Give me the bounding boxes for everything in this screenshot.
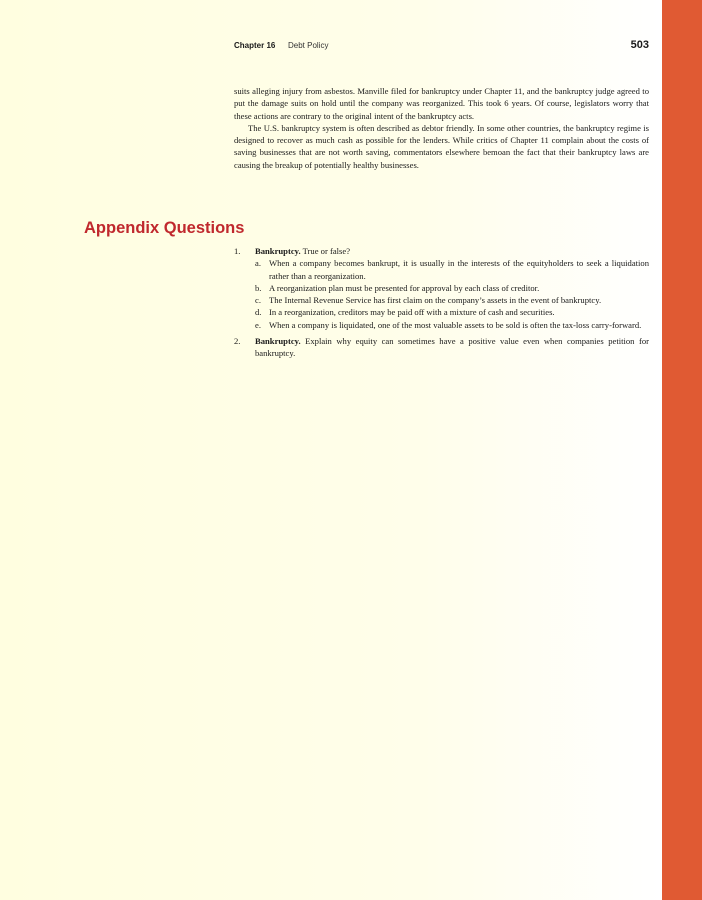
question-prompt: Explain why equity can sometimes have a positive value even when companies petition for bankruptcy.: [255, 336, 649, 359]
sub-question-text: When a company becomes bankrupt, it is usually in the interests of the equityholders to seek a liquidation rather than a reorganization.: [269, 258, 649, 281]
question-stem: [255, 335, 649, 360]
question-2: [234, 335, 649, 360]
body-paragraph-1: suits alleging injury from asbestos. Manville filed for bankruptcy under Chapter 11, and the bankruptcy judge agreed to put the damage suits on hold until the company was reorganized. This took 6 years. Of course, legislators worry that these actions are contrary to the original intent of the bankruptcy acts.: [234, 86, 649, 121]
sub-question-a: [255, 257, 649, 282]
section-label: Debt Policy: [288, 41, 329, 50]
sub-question-d: [255, 306, 649, 318]
question-stem: [255, 245, 649, 257]
question-prompt: True or false?: [302, 246, 351, 256]
sub-question-letter: b.: [255, 282, 262, 293]
sub-question-text: The Internal Revenue Service has first claim on the company’s assets in the event of bankruptcy.: [269, 295, 602, 306]
appendix-heading: Appendix Questions: [84, 219, 245, 237]
sub-question-text: A reorganization plan must be presented for approval by each class of creditor.: [269, 282, 540, 293]
sub-question-b: [255, 282, 649, 294]
running-head: [234, 41, 649, 53]
question-title: Bankruptcy.: [255, 246, 301, 256]
question-number: 1.: [234, 246, 241, 256]
body-paragraph-2: The U.S. bankruptcy system is often described as debtor friendly. In some other countries, the bankruptcy regime is designed to recover as much cash as possible for the lenders. While critics of Chapter 11 complain about the costs of saving businesses that are not worth saving, commentators elsewhere bemoan the fact that their bankruptcy laws are causing the breakup of potentially healthy businesses.: [234, 122, 649, 170]
sub-question-text: When a company is liquidated, one of the most valuable assets to be sold is often the tax-loss carry-forward.: [269, 319, 642, 330]
question-1: [234, 245, 649, 331]
sub-question-letter: d.: [255, 307, 262, 318]
page-number: 503: [630, 39, 649, 51]
question-title: Bankruptcy.: [255, 336, 301, 347]
sub-question-e: [255, 319, 649, 331]
chapter-label: Chapter 16: [234, 41, 276, 50]
question-number: 2.: [234, 336, 241, 347]
sub-question-c: [255, 294, 649, 306]
sub-question-letter: e.: [255, 319, 261, 330]
question-list: [234, 245, 649, 364]
side-color-band: [662, 0, 702, 900]
body-text: [234, 85, 649, 171]
sub-question-text: In a reorganization, creditors may be paid off with a mixture of cash and securities.: [269, 307, 555, 318]
sub-question-letter: c.: [255, 295, 261, 306]
sub-question-list: [255, 257, 649, 331]
sub-question-letter: a.: [255, 258, 261, 269]
